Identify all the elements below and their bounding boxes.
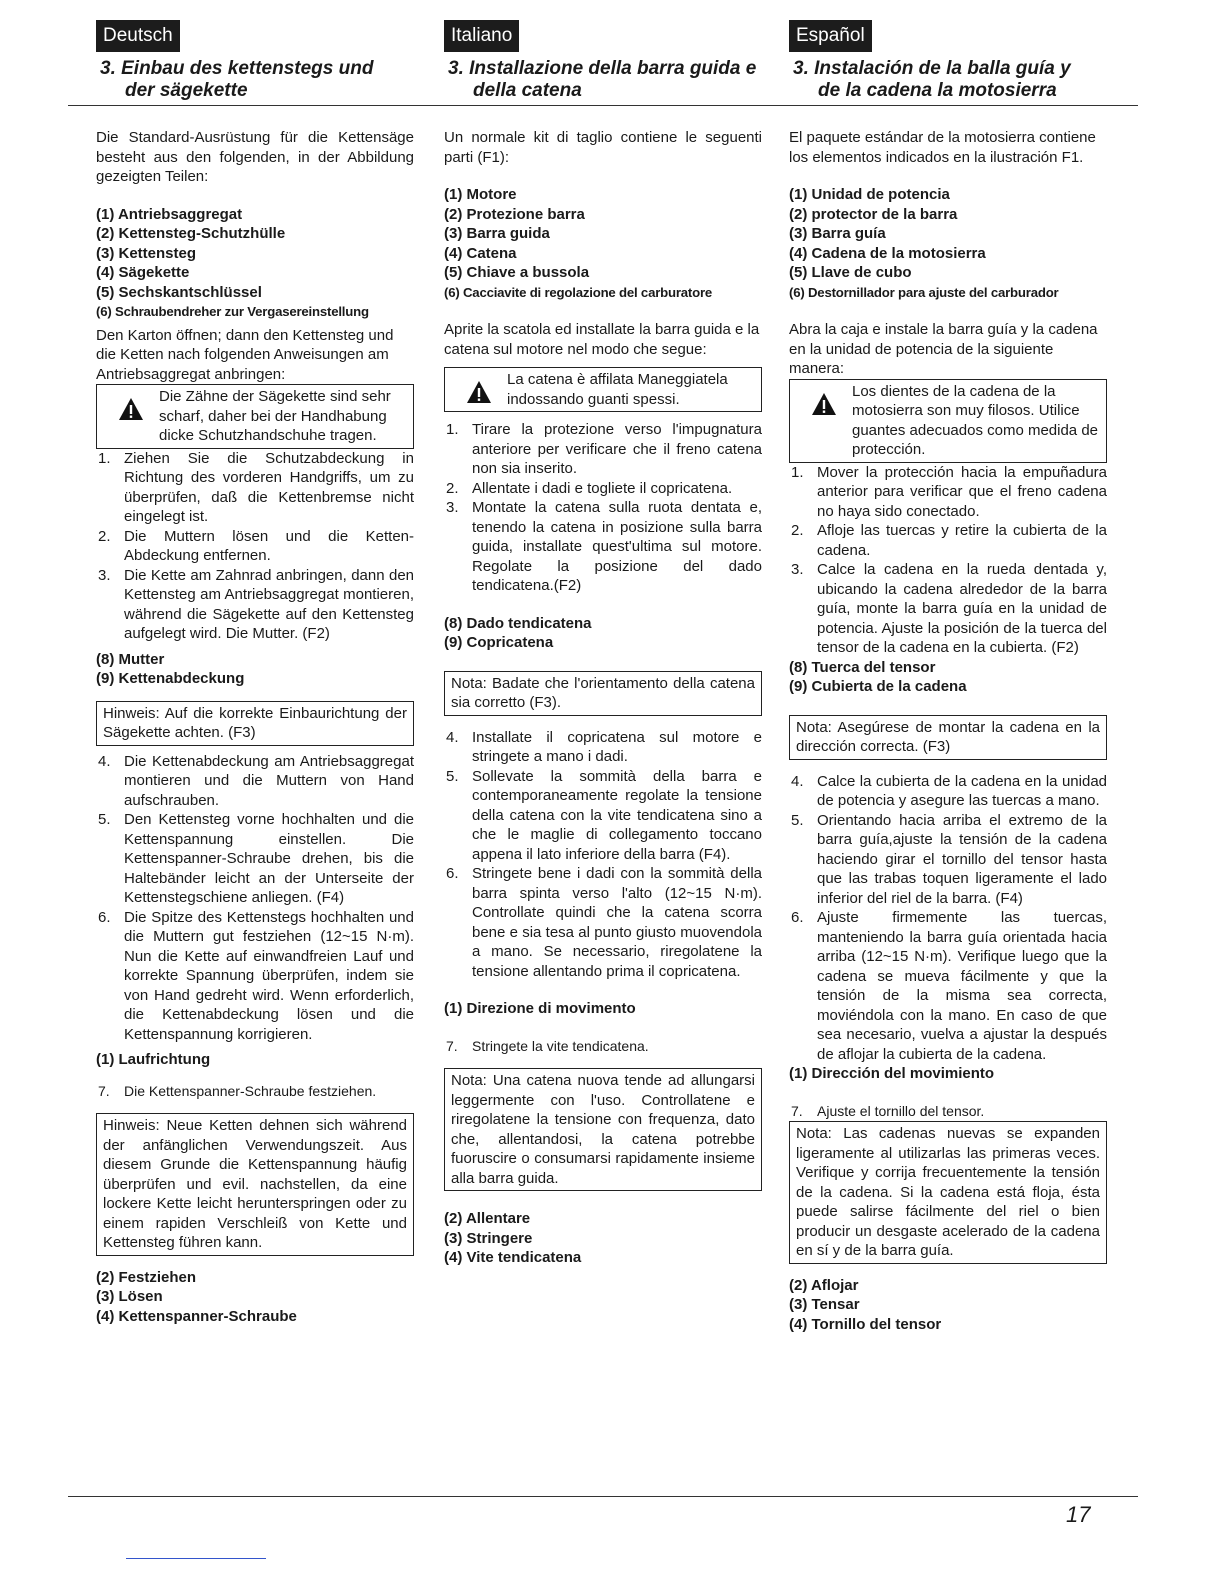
part-item: (6) Destornillador para ajuste del carburador [789,284,1059,300]
parts-list [444,185,762,302]
part-item: (1) Direzione di movimento [444,1000,636,1017]
part-item: (2) Kettensteg-Schutzhülle [96,225,286,242]
part-item: (5) Chiave a bussola [444,264,590,281]
step-item: 2. Die Muttern lösen und die Ketten-Abdeckung entfernen. [98,527,414,564]
step-item: 6. Die Spitze des Kettenstegs hochhalten und die Muttern gut festziehen (12~15 N·m). Nun die Kette auf einwandfreien Lauf und korrekte Spannung überprüfen, indem sie von Hand gedreht wird. Wenn erforderlich, die Kettenabdeckung lösen und die Kettenspannung korrigieren. [98,908,414,1043]
part-item: (9) Kettenabdeckung [96,670,245,687]
step-item: 2. Afloje las tuercas y retire la cubierta de la cadena. [791,522,1107,559]
part-item: (4) Catena [444,244,517,262]
step-item: 7. Stringete la vite tendicatena. [446,1037,649,1054]
part-item: (4) Tornillo del tensor [789,1315,942,1333]
section-title: 3. Einbau des kettenstegs und der sägekette [100,58,374,101]
parts-list [789,658,1107,697]
part-item: (1) Motore [444,186,517,203]
steps-list [96,1082,414,1102]
part-item: (1) Unidad de potencia [789,186,950,203]
warning-icon [796,382,852,416]
part-item: (2) Aflojar [789,1276,859,1294]
column-deutsch [96,20,414,1326]
part-item: (5) Sechskantschlüssel [96,283,262,301]
footer-link-line [126,1558,266,1559]
note-box: Hinweis: Auf die korrekte Einbaurichtung der Sägekette achten. (F3) [96,701,414,746]
language-tab-italiano: Italiano [444,20,519,52]
step-item: 1. Tirare la protezione verso l'impugnatura anteriore per verificare che il freno catena non sia inserito. [446,421,762,477]
parts-list [789,1064,1107,1084]
parts-list [444,999,762,1019]
parts-list [444,614,762,653]
warning-box: Los dientes de la cadena de la motosierra son muy filosos. Utilice guantes adecuados como medida de protección. [789,379,1107,463]
part-item: (6) Schraubendreher zur Vergasereinstellung [96,304,369,319]
open-box-paragraph: Abra la caja e instale la barra guía y la cadena en la unidad de potencia de la siguiente manera: [789,321,1098,377]
parts-list [96,650,414,689]
part-item: (4) Vite tendicatena [444,1249,582,1266]
step-item: 5. Sollevate la sommità della barra e contemporaneamente regolate la tensione della catena con la vite tendicatena sino a che le maglie di collegamento toccano appena il lato inferiore della barra (F4). [446,767,762,863]
parts-list [96,1050,414,1070]
section-title: 3. Installazione della barra guida e della catena [448,58,757,101]
part-item: (8) Dado tendicatena [444,614,592,632]
part-item: (9) Copricatena [444,634,554,651]
part-item: (4) Cadena de la motosierra [789,244,986,262]
part-item: (1) Laufrichtung [96,1051,211,1068]
parts-list [444,1209,762,1268]
part-item: (3) Kettensteg [96,244,197,262]
step-item: 4. Calce la cubierta de la cadena en la unidad de potencia y asegure las tuercas a mano. [791,772,1107,809]
warning-icon [451,370,507,404]
steps-list [789,772,1107,1065]
parts-list [789,185,1107,302]
intro-paragraph: El paquete estándar de la motosierra contiene los elementos indicados en la ilustración F1. [789,129,1096,166]
part-item: (6) Cacciavite di regolazione del carburatore [444,284,713,300]
page-number: 17 [1066,1502,1091,1527]
part-item: (2) protector de la barra [789,205,958,223]
step-item: 3. Die Kette am Zahnrad anbringen, dann den Kettensteg am Antriebsaggregat montieren, während die Sägekette auf den Kettensteg aufgelegt wird. Die Mutter. (F2) [98,566,414,642]
language-tab-espanol: Español [789,20,872,52]
intro-paragraph: Die Standard-Ausrüstung für die Kettensäge besteht aus den folgenden, in der Abbildung gezeigten Teilen: [96,129,414,185]
part-item: (1) Dirección del movimiento [789,1065,995,1082]
step-item: 1. Ziehen Sie die Schutzabdeckung in Richtung des vorderen Handgriffs, um zu überprüfen, daß die Kettenbremse nicht eingelegt ist. [98,449,414,525]
step-item: 5. Den Kettensteg vorne hochhalten und die Kettenspannung einstellen. Die Kettenspanner-Schraube drehen, bis die Haltebänder leicht an der Unterseite der Kettenstegschiene anliegen. (F4) [98,811,414,906]
part-item: (4) Kettenspanner-Schraube [96,1307,297,1325]
warning-box: La catena è affilata Maneggiatela indossando guanti spessi. [444,367,762,412]
part-item: (5) Llave de cubo [789,264,912,281]
step-item: 4. Installate il copricatena sul motore e stringete a mano i dadi. [446,728,762,765]
part-item: (8) Tuerca del tensor [789,658,936,676]
section-title: 3. Instalación de la balla guía y de la cadena la motosierra [793,58,1071,101]
part-item: (3) Stringere [444,1229,533,1247]
part-item: (3) Barra guía [789,225,886,242]
part-item: (2) Allentare [444,1210,531,1227]
note-box: Nota: Asegúrese de montar la cadena en la dirección correcta. (F3) [789,715,1107,760]
parts-list [789,1276,1107,1335]
intro-paragraph: Un normale kit di taglio contiene le seguenti parti (F1): [444,129,762,166]
step-item: 6. Ajuste firmemente las tuercas, manteniendo la barra guía orientada hacia arriba (12~15 N·m). Verifique luego que la cadena se mueva fácilmente y que la tensión de la misma sea correcta, moviéndola con la mano. En caso de que sea necesario, vuelva a ajustar la después de aflojar la cubierta de la cadena. [791,909,1107,1063]
part-item: (3) Lösen [96,1288,163,1305]
footer-rule [68,1496,1138,1497]
step-item: 7. Ajuste el tornillo del tensor. [791,1102,985,1119]
warning-icon [103,387,159,421]
steps-list [444,1037,762,1057]
note-box: Nota: Una catena nuova tende ad allungarsi leggermente con l'uso. Controllatene e riregolatene la tensione con frequenza, dato che, allentandosi, la catena potrebbe fuoruscire o consumarsi rapidamente insieme alla barra guida. [444,1068,762,1191]
step-item: 7. Die Kettenspanner-Schraube festziehen. [98,1082,377,1099]
step-item: 4. Die Kettenabdeckung am Antriebsaggregat montieren und die Muttern von Hand aufschrauben. [98,752,414,809]
column-italiano [444,20,762,1268]
language-tab-deutsch: Deutsch [96,20,180,52]
parts-list [96,1268,414,1327]
part-item: (2) Festziehen [96,1268,197,1286]
part-item: (4) Sägekette [96,264,190,281]
part-item: (1) Antriebsaggregat [96,205,243,223]
warning-box: Die Zähne der Sägekette sind sehr scharf, daher bei der Handhabung dicke Schutzhandschuhe tragen. [96,384,414,449]
step-item: 6. Stringete bene i dadi con la sommità della barra spinta verso l'alto (12~15 N·m). Controllate quindi che la catena scorra bene e sia tesa al punto giusto muovendola a mano. Se necessario, riregolatene la tensione allentando prima il copricatena. [446,865,762,980]
part-item: (3) Tensar [789,1296,860,1313]
parts-list [96,205,414,322]
part-item: (9) Cubierta de la cadena [789,678,967,695]
column-espanol [789,20,1107,1334]
step-item: 3. Montate la catena sulla ruota dentata e, tenendo la catena in posizione sulla barra guida, installate quest'ultima sul motore. Regolate la posizione del dado tendicatena.(F2) [446,499,762,594]
step-item: 3. Calce la cadena en la rueda dentada y, ubicando la cadena alrededor de la barra guía, monte la barra guía en la unidad de potencia. Ajuste la posición de la tuerca del tensor de la cadena en la cubierta. (F2) [791,561,1107,656]
step-item: 1. Mover la protección hacia la empuñadura anterior para verificar que el freno cadena no haya sido conectado. [791,463,1107,520]
steps-list [444,728,762,982]
part-item: (2) Protezione barra [444,205,585,223]
open-box-paragraph: Den Karton öffnen; dann den Kettensteg und die Ketten nach folgenden Anweisungen am Antriebsaggregat anbringen: [96,326,394,383]
open-box-paragraph: Aprite la scatola ed installate la barra guida e la catena sul motore nel modo che segue: [444,321,760,358]
steps-list [96,752,414,1045]
note-box: Hinweis: Neue Ketten dehnen sich während der anfänglichen Verwendungszeit. Aus diesem Grunde die Kettenspannung häufig überprüfen und evil. nachstellen, da eine lockere Kette leicht herunterspringen oder zu einem rapiden Verschleiß von Kette und Kettensteg führen kann. [96,1113,414,1256]
note-box: Nota: Badate che l'orientamento della catena sia corretto (F3). [444,671,762,716]
step-item: 2. Allentate i dadi e togliete il copricatena. [446,479,733,497]
part-item: (3) Barra guida [444,225,550,242]
part-item: (8) Mutter [96,650,165,668]
steps-list [789,1102,1107,1122]
steps-list [444,420,762,596]
steps-list [96,449,414,644]
note-box: Nota: Las cadenas nuevas se expanden ligeramente al utilizarlas las primeras veces. Verifique y corrija frecuentemente la tensión de la cadena. Si la cadena está floja, ésta puede salirse fácilmente del riel o bien producir un desgaste acelerado de la cadena en sí y de la barra guía. [789,1121,1107,1264]
step-item: 5. Orientando hacia arriba el extremo de la barra guía,ajuste la tensión de la cadena haciendo girar el tornillo del tensor hasta que las trabas toquen ligeramente el lado inferior del riel de la barra. (F4) [791,811,1107,907]
steps-list [789,463,1107,658]
